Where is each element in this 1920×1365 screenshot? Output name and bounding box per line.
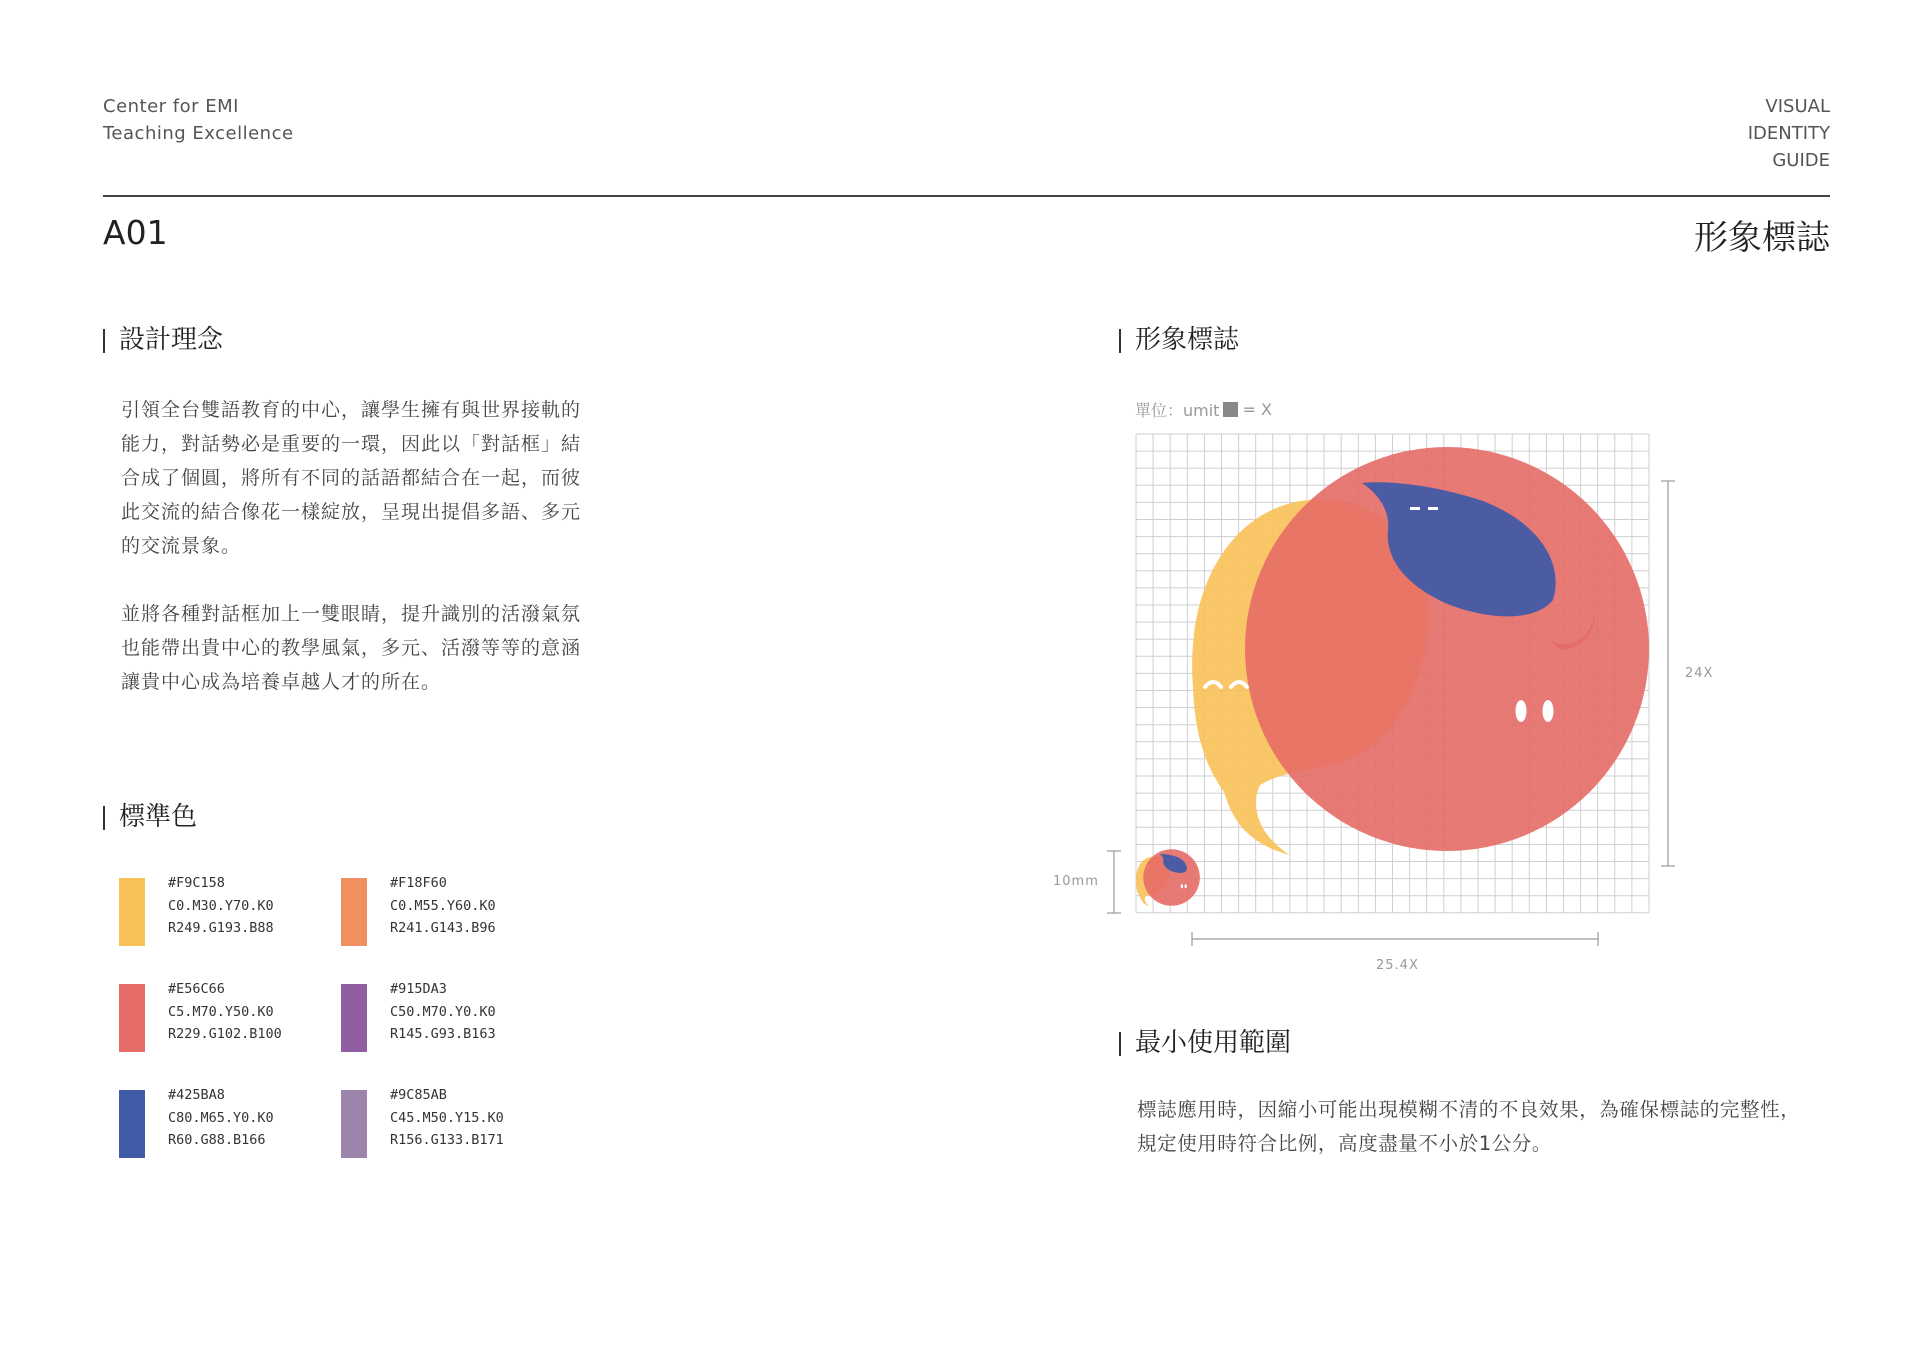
- yellow-eye-right: [1231, 682, 1247, 687]
- concept-line: 合成了個圓，將所有不同的話語都結合在一起，而彼: [121, 467, 582, 489]
- color-spec: [390, 872, 496, 940]
- color-hex: #425BA8: [168, 1087, 225, 1103]
- logo-heading: 形象標誌: [1119, 323, 1239, 357]
- color-hex: #9C85AB: [390, 1087, 447, 1103]
- color-rgb: R60.G88.B166: [168, 1132, 266, 1148]
- color-hex: #E56C66: [168, 981, 225, 997]
- guide-label-line2: IDENTITY: [1747, 123, 1830, 144]
- color-cmyk: C45.M50.Y15.K0: [390, 1109, 504, 1126]
- min-usage-heading: 最小使用範圍: [1119, 1026, 1291, 1060]
- concept-line: 讓貴中心成為培養卓越人才的所在。: [121, 671, 442, 693]
- color-rgb: R241.G143.B96: [390, 920, 496, 936]
- yellow-eye-left: [1205, 682, 1221, 687]
- colors-heading: 標準色: [103, 800, 197, 834]
- construction-grid: [1136, 434, 1649, 913]
- eyes: [1205, 507, 1554, 722]
- concept-line: 引領全台雙語教育的中心，讓學生擁有與世界接軌的: [121, 399, 582, 421]
- color-spec: [168, 978, 282, 1046]
- color-spec: [168, 872, 274, 940]
- red-eye-right: [1543, 700, 1554, 722]
- width-label: 25.4X: [1376, 958, 1419, 973]
- min-usage-line: 標誌應用時，因縮小可能出現模糊不清的不良效果，為確保標誌的完整性，: [1137, 1098, 1801, 1121]
- section-code: A01: [103, 213, 168, 252]
- logo-mark-small: [1136, 849, 1200, 906]
- color-chip: [119, 1090, 145, 1158]
- unit-suffix: = X: [1242, 400, 1272, 419]
- guide-label-line3: GUIDE: [1772, 150, 1830, 171]
- concept-line: 能力，對話勢必是重要的一環，因此以「對話框」結: [121, 433, 582, 455]
- color-spec: [390, 1084, 504, 1152]
- min-usage-text: [1137, 1093, 1837, 1161]
- org-name-line1: Center for EMI: [103, 96, 239, 117]
- logo-mark-large: [1192, 447, 1649, 855]
- concept-line: 的交流景象。: [121, 535, 242, 557]
- color-spec: [168, 1084, 274, 1152]
- concept-line: 並將各種對話框加上一雙眼睛，提升識別的活潑氣氛: [121, 603, 582, 625]
- red-speech-bubble: [1245, 447, 1649, 851]
- color-chip: [119, 984, 145, 1052]
- concept-heading: 設計理念: [103, 323, 223, 357]
- blue-eye-right: [1428, 507, 1438, 510]
- color-chip: [341, 878, 367, 946]
- org-name: [103, 93, 294, 147]
- guide-label: [1748, 93, 1830, 174]
- color-spec: [390, 978, 496, 1046]
- color-rgb: R156.G133.B171: [390, 1132, 504, 1148]
- color-hex: #F18F60: [390, 875, 447, 891]
- yellow-speech-bubble: [1192, 499, 1428, 855]
- guide-label-line1: VISUAL: [1765, 96, 1830, 117]
- concept-paragraph-1: [121, 393, 621, 563]
- height-label: 24X: [1685, 666, 1714, 681]
- color-hex: #915DA3: [390, 981, 447, 997]
- color-chip: [119, 878, 145, 946]
- dimension-lines: [1107, 481, 1675, 946]
- red-eye-left: [1516, 700, 1527, 722]
- header-divider: [103, 195, 1830, 197]
- concept-line: 此交流的結合像花一樣綻放，呈現出提倡多語、多元: [121, 501, 582, 523]
- color-chip: [341, 984, 367, 1052]
- unit-legend: [1135, 398, 1272, 421]
- color-rgb: R249.G193.B88: [168, 920, 274, 936]
- color-cmyk: C0.M55.Y60.K0: [390, 897, 496, 914]
- concept-paragraph-2: [121, 597, 621, 699]
- concept-line: 也能帶出貴中心的教學風氣，多元、活潑等等的意涵: [121, 637, 582, 659]
- org-name-line2: Teaching Excellence: [103, 123, 294, 144]
- color-rgb: R145.G93.B163: [390, 1026, 496, 1042]
- min-size-label: 10mm: [1053, 874, 1099, 889]
- color-hex: #F9C158: [168, 875, 225, 891]
- red-bubble-tail: [1550, 612, 1595, 650]
- unit-prefix: 單位：umit: [1135, 401, 1220, 420]
- min-usage-line: 規定使用時符合比例，高度盡量不小於1公分。: [1137, 1132, 1553, 1155]
- color-rgb: R229.G102.B100: [168, 1026, 282, 1042]
- color-cmyk: C50.M70.Y0.K0: [390, 1003, 496, 1020]
- color-cmyk: C0.M30.Y70.K0: [168, 897, 274, 914]
- color-cmyk: C5.M70.Y50.K0: [168, 1003, 274, 1020]
- color-cmyk: C80.M65.Y0.K0: [168, 1109, 274, 1126]
- color-chip: [341, 1090, 367, 1158]
- blue-speech-bubble: [1362, 482, 1556, 616]
- page-title: 形象標誌: [1694, 218, 1830, 258]
- blue-eye-left: [1410, 507, 1420, 510]
- unit-square-icon: [1223, 402, 1238, 417]
